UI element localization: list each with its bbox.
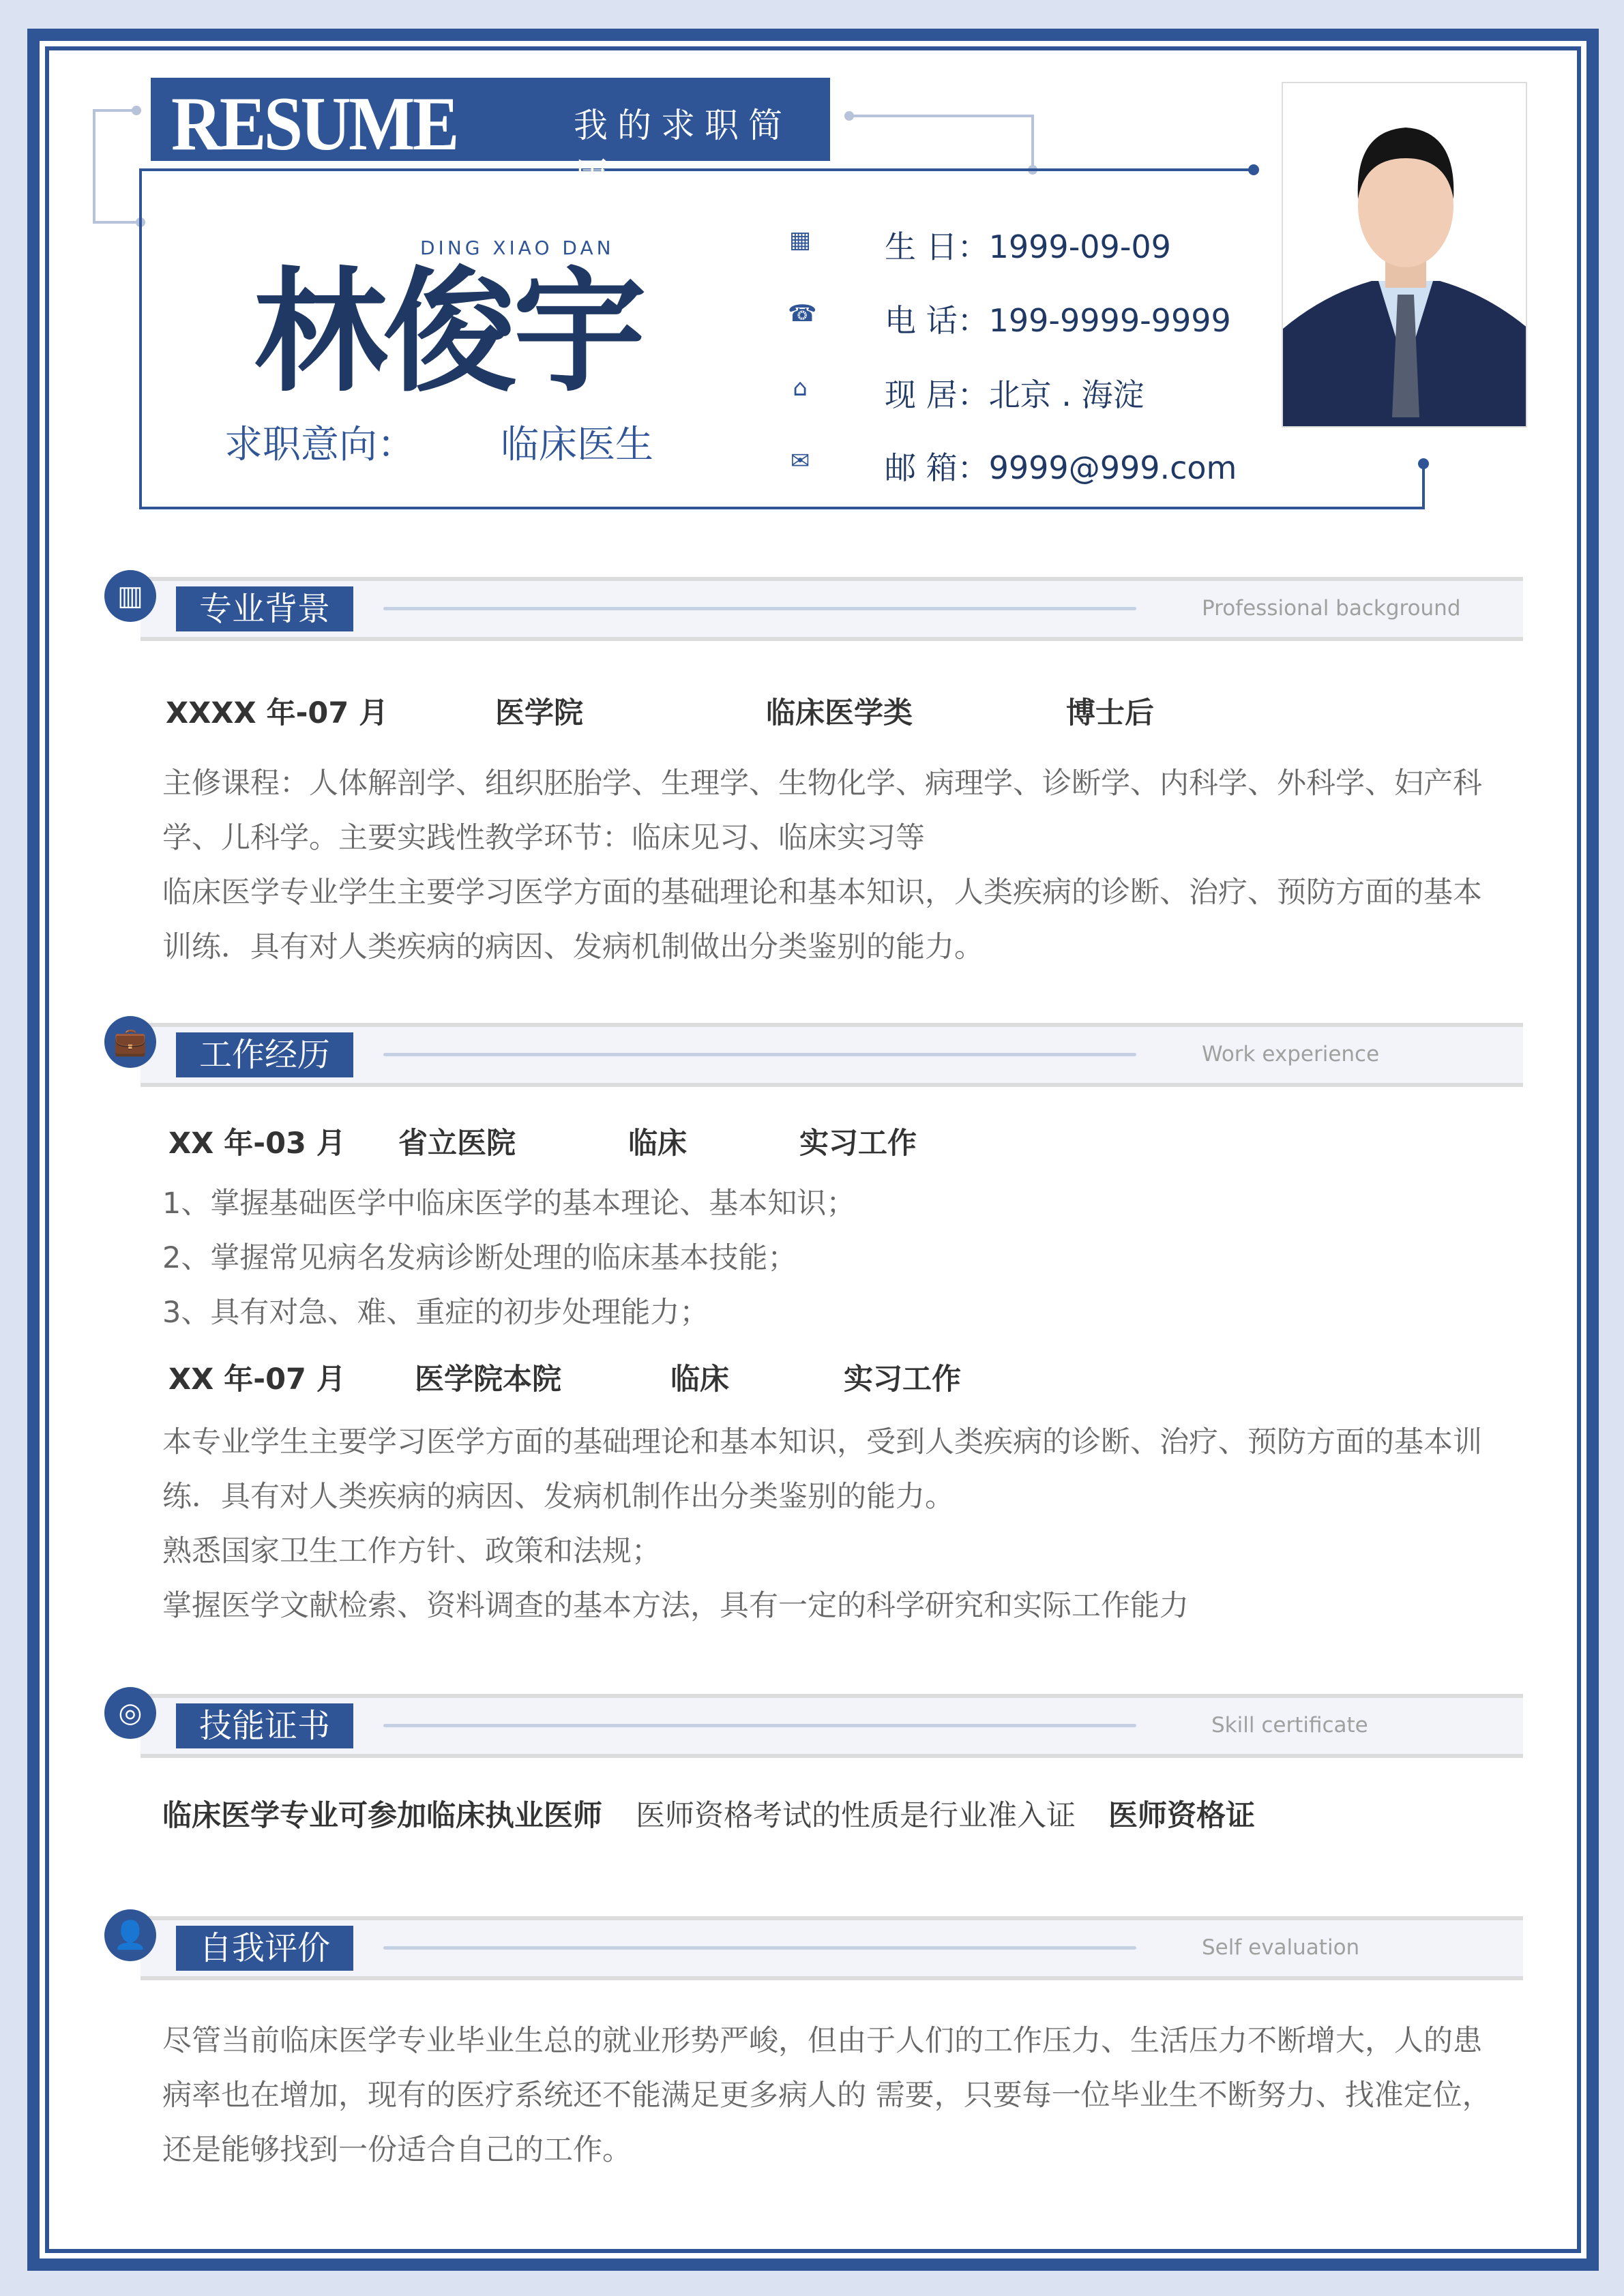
skill-item: 医师资格证 — [1108, 1799, 1255, 1833]
section-subtitle-en: Professional background — [1202, 596, 1461, 621]
section-subtitle-en: Work experience — [1202, 1042, 1380, 1067]
job1-date: XX 年-03 月 — [168, 1127, 346, 1161]
contact-address: 现 居：北京 . 海淀 — [885, 376, 1145, 413]
text-line: 尽管当前临床医学专业毕业生总的就业形势严峻，但由于人们的工作压力、生活压力不断增大，人的患 — [162, 2024, 1482, 2058]
resume-title: RESUME — [171, 82, 457, 166]
skill-item: 医师资格考试的性质是行业准入证 — [636, 1799, 1076, 1833]
job1-role: 实习工作 — [799, 1127, 917, 1161]
text-line: 3、具有对急、难、重症的初步处理能力； — [162, 1296, 709, 1330]
contact-email: 邮 箱：9999@999.com — [885, 449, 1237, 486]
candidate-name: 林俊宇 — [254, 255, 643, 411]
text-line: 本专业学生主要学习医学方面的基础理论和基本知识，受到人类疾病的诊断、治疗、预防方面的基本训 — [162, 1425, 1482, 1459]
resume-banner — [151, 78, 830, 194]
edu-school: 医学院 — [495, 696, 583, 730]
birthday-cake-icon: ▦ — [788, 226, 812, 254]
job1-dept: 临床 — [628, 1127, 687, 1161]
job2-date: XX 年-07 月 — [168, 1362, 346, 1397]
job1-org: 省立医院 — [398, 1127, 516, 1161]
edu-degree: 博士后 — [1066, 696, 1154, 730]
divider — [383, 607, 1136, 610]
home-icon: ⌂ — [793, 374, 808, 402]
text-line: 练．具有对人类疾病的病因、发病机制作出分类鉴别的能力。 — [162, 1480, 954, 1514]
edu-description — [162, 756, 1482, 974]
text-line: 临床医学专业学生主要学习医学方面的基础理论和基本知识，人类疾病的诊断、治疗、预防方面的基本 — [162, 876, 1482, 910]
section-title: 自我评价 — [176, 1926, 353, 1971]
user-icon: 👤 — [104, 1909, 156, 1961]
text-line: 主修课程：人体解剖学、组织胚胎学、生理学、生物化学、病理学、诊断学、内科学、外科学、妇产科 — [162, 766, 1482, 801]
section-title: 技能证书 — [176, 1703, 353, 1748]
contact-phone: 电 话：199-9999-9999 — [885, 302, 1231, 339]
divider — [383, 1946, 1136, 1950]
text-line: 掌握医学文献检索、资料调查的基本方法，具有一定的科学研究和实际工作能力 — [162, 1589, 1189, 1623]
text-line: 1、掌握基础医学中临床医学的基本理论、基本知识； — [162, 1187, 856, 1221]
job2-description — [162, 1415, 1482, 1633]
mail-icon: ✉ — [790, 447, 810, 475]
briefcase-icon: 💼 — [104, 1016, 156, 1068]
divider — [383, 1053, 1136, 1056]
profile-photo — [1282, 82, 1527, 428]
section-title: 工作经历 — [176, 1032, 353, 1077]
target-icon: ◎ — [104, 1687, 156, 1739]
section-title: 专业背景 — [176, 586, 353, 631]
text-line: 2、掌握常见病名发病诊断处理的临床基本技能； — [162, 1241, 797, 1275]
edu-date: XXXX 年-07 月 — [166, 696, 389, 730]
banner-subtitle: 我的求职简历 — [574, 106, 792, 194]
self-evaluation — [162, 2014, 1492, 2177]
edu-major: 临床医学类 — [766, 696, 913, 730]
text-line: 训练．具有对人类疾病的病因、发病机制做出分类鉴别的能力。 — [162, 930, 984, 964]
phone-icon: ☎ — [788, 300, 817, 327]
section-subtitle-en: Self evaluation — [1202, 1935, 1360, 1960]
intent-label: 求职意向： — [224, 423, 415, 467]
text-line: 还是能够找到一份适合自己的工作。 — [162, 2133, 632, 2167]
divider — [383, 1724, 1136, 1727]
intent-value: 临床医生 — [501, 423, 653, 467]
job2-dept: 临床 — [670, 1362, 729, 1397]
text-line: 熟悉国家卫生工作方针、政策和法规； — [162, 1534, 661, 1568]
skill-item: 临床医学专业可参加临床执业医师 — [162, 1799, 602, 1833]
section-subtitle-en: Skill certificate — [1211, 1713, 1368, 1738]
name-pinyin: DING XIAO DAN — [420, 237, 615, 259]
text-line: 学、儿科学。主要实践性教学环节：临床见习、临床实习等 — [162, 821, 925, 855]
job2-org: 医学院本院 — [415, 1362, 561, 1397]
text-line: 病率也在增加，现有的医疗系统还不能满足更多病人的 需要，只要每一位毕业生不断努力、找准定位， — [162, 2078, 1492, 2113]
job1-description — [162, 1176, 855, 1340]
books-icon: ▥ — [104, 570, 156, 622]
job2-role: 实习工作 — [844, 1362, 961, 1397]
contact-birthday: 生 日：1999-09-09 — [885, 228, 1171, 265]
